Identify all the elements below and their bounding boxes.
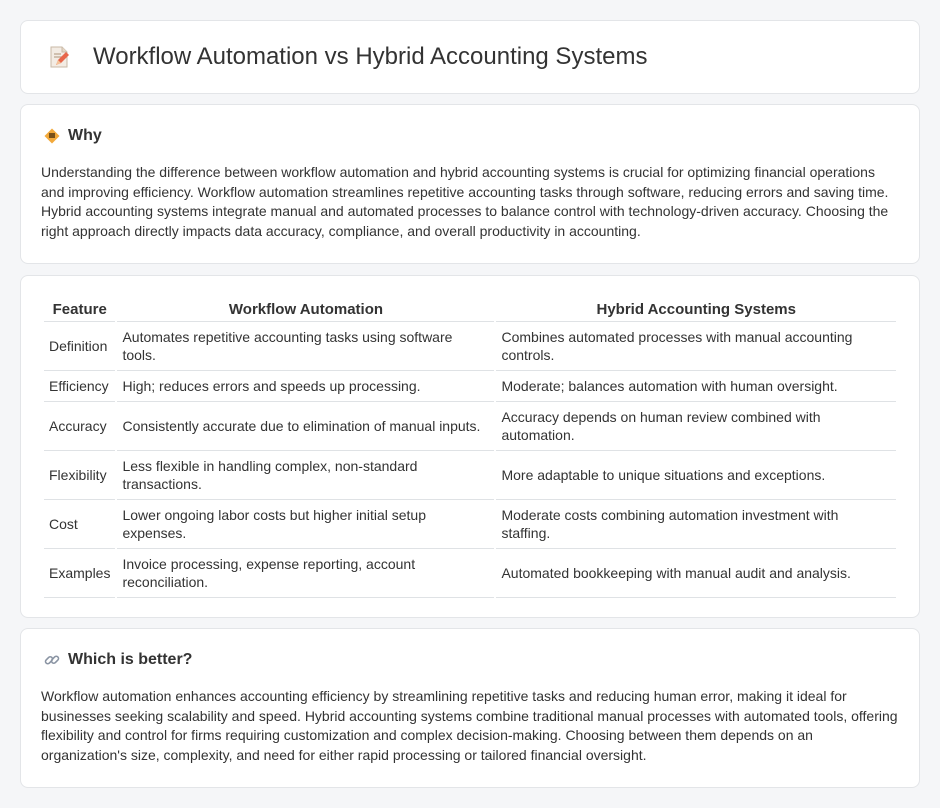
why-section <box>20 104 920 264</box>
table-row <box>44 371 896 402</box>
column-header-workflow-automation: Workflow Automation <box>117 296 494 322</box>
feature-cell: Cost <box>44 500 115 549</box>
table-row <box>44 500 896 549</box>
comparison-table <box>42 296 898 598</box>
feature-cell: Flexibility <box>44 451 115 500</box>
comparison-table-card <box>20 275 920 618</box>
table-row <box>44 451 896 500</box>
why-text: Understanding the difference between workflow automation and hybrid accounting systems is crucial for optimizing financial operations and improving efficiency. Workflow automation streamlines repetitive accounting tasks through software, reducing errors and saving time. Hybrid accounting systems integrate manual and automated processes to balance control with technology-driven accuracy. Choosing the right approach directly impacts data accuracy, compliance, and overall productivity in accounting. <box>41 164 889 239</box>
page-title: Workflow Automation vs Hybrid Accounting Systems <box>93 43 648 70</box>
workflow-cell: Automates repetitive accounting tasks using software tools. <box>117 322 494 371</box>
column-header-feature: Feature <box>44 296 115 322</box>
better-heading <box>41 651 899 669</box>
hybrid-cell: Combines automated processes with manual accounting controls. <box>496 322 896 371</box>
feature-cell: Accuracy <box>44 402 115 451</box>
why-heading <box>41 127 899 145</box>
link-icon <box>44 652 60 668</box>
feature-cell: Efficiency <box>44 371 115 402</box>
table-row <box>44 322 896 371</box>
table-header-row <box>44 296 896 322</box>
hybrid-cell: Accuracy depends on human review combined with automation. <box>496 402 896 451</box>
diamond-warning-icon <box>44 128 60 144</box>
workflow-cell: Less flexible in handling complex, non-standard transactions. <box>117 451 494 500</box>
which-is-better-section <box>20 628 920 788</box>
column-header-hybrid-accounting: Hybrid Accounting Systems <box>496 296 896 322</box>
better-title: Which is better? <box>68 651 193 668</box>
feature-cell: Examples <box>44 549 115 598</box>
feature-cell: Definition <box>44 322 115 371</box>
hybrid-cell: Automated bookkeeping with manual audit and analysis. <box>496 549 896 598</box>
table-row <box>44 402 896 451</box>
header-card <box>20 20 920 94</box>
workflow-cell: High; reduces errors and speeds up processing. <box>117 371 494 402</box>
workflow-cell: Lower ongoing labor costs but higher initial setup expenses. <box>117 500 494 549</box>
workflow-cell: Invoice processing, expense reporting, account reconciliation. <box>117 549 494 598</box>
hybrid-cell: Moderate; balances automation with human oversight. <box>496 371 896 402</box>
workflow-cell: Consistently accurate due to elimination of manual inputs. <box>117 402 494 451</box>
table-row <box>44 549 896 598</box>
hybrid-cell: Moderate costs combining automation investment with staffing. <box>496 500 896 549</box>
hybrid-cell: More adaptable to unique situations and exceptions. <box>496 451 896 500</box>
document-edit-icon <box>47 45 71 69</box>
better-text: Workflow automation enhances accounting efficiency by streamlining repetitive tasks and reducing human error, making it ideal for businesses seeking scalability and speed. Hybrid accounting systems combine traditional manual processes with automated tools, offering flexibility and control for firms requiring customization and complex decision-making. Choosing between them depends on an organization's size, complexity, and need for either rapid processing or tailored financial oversight. <box>41 688 898 763</box>
why-title: Why <box>68 127 102 144</box>
